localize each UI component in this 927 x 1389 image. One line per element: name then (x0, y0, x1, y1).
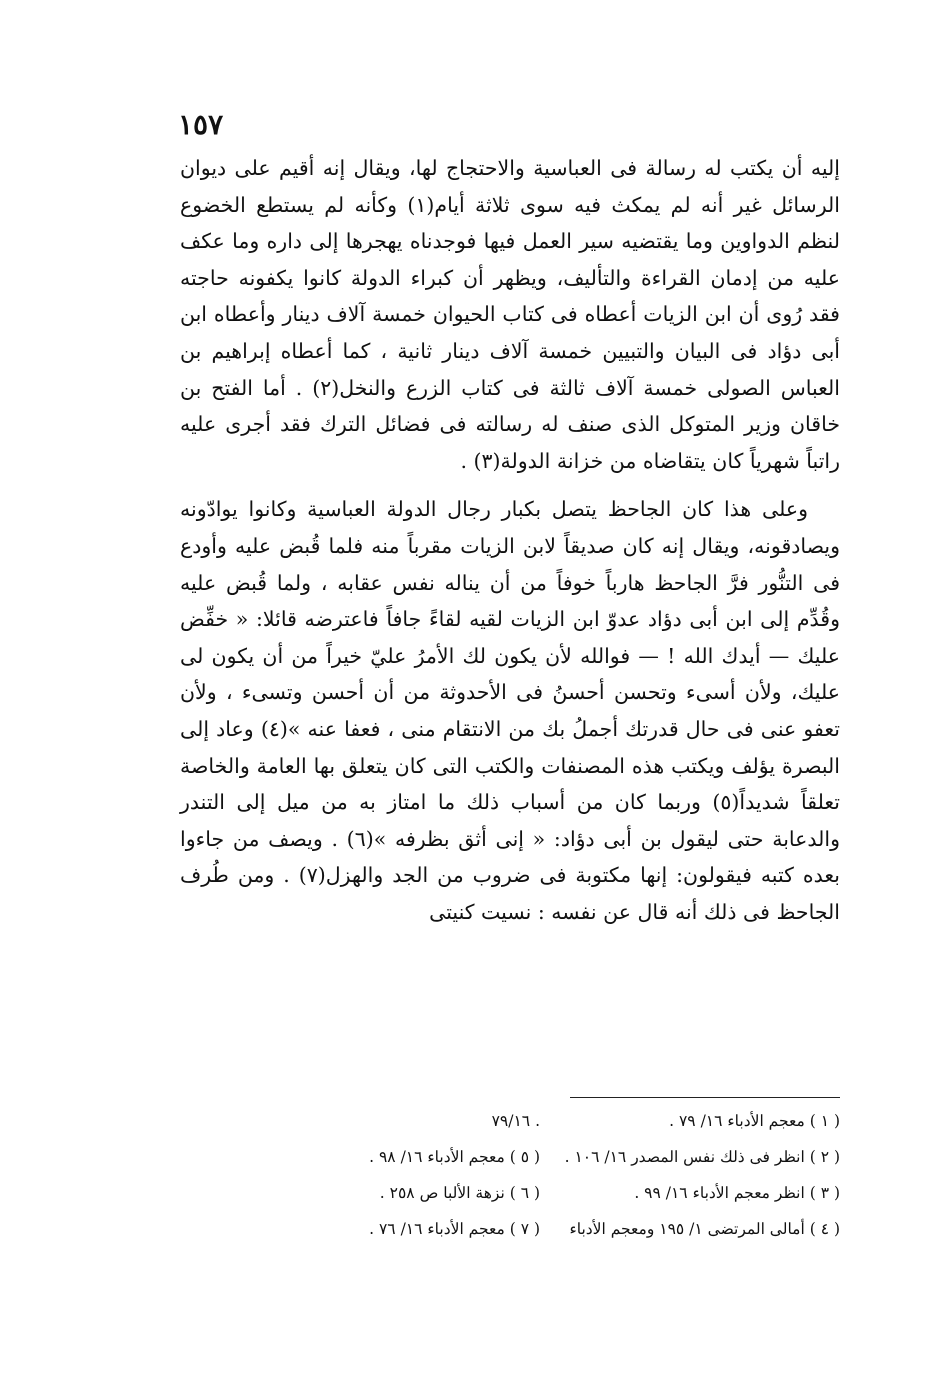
footnote-divider (570, 1097, 840, 1098)
paragraph: وعلى هذا كان الجاحظ يتصل بكبار رجال الدولة العباسية وكانوا يوادّونه ويصادقونه، ويقال إنه كان صديقاً لابن الزيات مقرباً منه فلما قُبض عليه وأودع فى التنُّور فرَّ الجاحظ هارباً خوفاً من أن يناله نفس عقابه ، ولما قُبض عليه وقُدِّم إلى ابن أبى دؤاد عدوّ ابن الزيات لقيه لقاءً جافاً فاعترضه قائلا: « خفِّض عليك — أيدك الله ! — فوالله لأن يكون لك الأمرُ عليّ خيراً من أن يكون لى عليك، ولأن أسىء وتحسن أحسنُ فى الأحدوثة من أن أحسن وتسىء ، ولأن تعفو عنى فى حال قدرتك أجملُ بك من الانتقام منى ، فعفا عنه »(٤) وعاد إلى البصرة يؤلف ويكتب هذه المصنفات والكتب التى كان يتعلق بها العامة والخاصة تعلقاً شديداً(٥) وربما كان من أسباب ذلك ما امتاز به من ميل إلى التندر والدعابة حتى ليقول بن أبى دؤاد: « إنى أثق بظرفه »(٦) . ويصف من جاءوا بعده كتبه فيقولون: إنها مكتوبة فى ضروب من الجد والهزل(٧) . ومن طُرف الجاحظ فى ذلك أنه قال عن نفسه : نسيت كنيتى (180, 497, 841, 924)
paragraph: إليه أن يكتب له رسالة فى العباسية والاحتجاج لها، ويقال إنه أقيم على ديوان الرسائل غير أنه لم يمكث فيه سوى ثلاثة أيام(١) وكأنه لم يستطع الخضوع لنظم الدواوين وما يقتضيه سير العمل فيها فوجدناه يهجرها إلى داره وما عكف عليه من إدمان القراءة والتأليف، ويظهر أن كبراء الدولة كانوا يكفونه حاجته فقد رُوى أن ابن الزيات أعطاه فى كتاب الحيوان خمسة آلاف دينار وأعطاه ابن أبى دؤاد فى البيان والتبيين خمسة آلاف دينار ثانية ، كما أعطاه إبراهيم بن العباس الصولى خمسة آلاف ثالثة فى كتاب الزرع والنخل(٢) . أما الفتح بن خاقان وزير المتوكل الذى صنف له رسالته فى فضائل الترك فقد أجرى عليه راتباً شهرياً كان يتقاضاه من خزانة الدولة(٣) . (180, 156, 840, 473)
footnote-1: ( ١ ) معجم الأدباء ١٦/ ٧٩ . (669, 1112, 840, 1130)
footnote-6: ( ٦ ) نزهة الألبا ص ٢٥٨ . (379, 1184, 540, 1202)
footnote-7: ( ٧ ) معجم الأدباء ١٦/ ٧٦ . (369, 1220, 540, 1238)
footnotes (235, 1108, 840, 1243)
footnote-continuation: . ٧٩/١٦ (491, 1112, 540, 1130)
footnote-2: ( ٢ ) انظر فى ذلك نفس المصدر ١٦/ ١٠٦ . (564, 1148, 840, 1166)
footnote-5: ( ٥ ) معجم الأدباء ١٦/ ٩٨ . (369, 1148, 540, 1166)
footnote-3: ( ٣ ) انظر معجم الأدباء ١٦/ ٩٩ . (634, 1184, 840, 1202)
footnote-4: ( ٤ ) أمالى المرتضى ١/ ١٩٥ ومعجم الأدباء (569, 1220, 840, 1238)
page-number: ١٥٧ (178, 108, 224, 141)
body-text (180, 150, 840, 930)
